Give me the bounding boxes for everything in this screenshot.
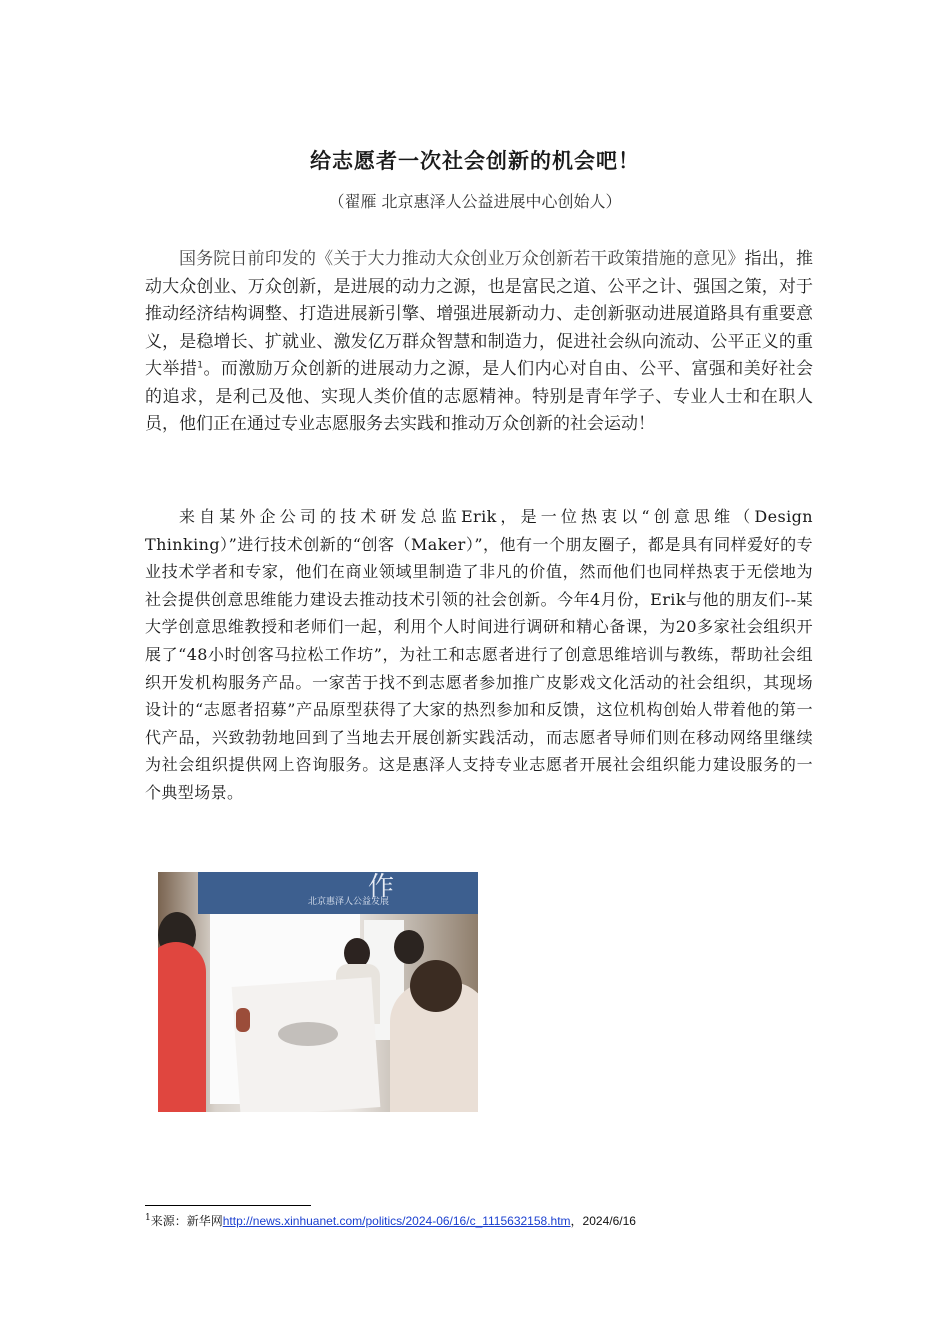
paragraph-1-body: 指出，推动大众创业、万众创新，是进展的动力之源，也是富民之道、公平之计、强国之策，对于推动经济结构调整、打造进展新引擎、增强进展新动力、走创新驱动进展道路具有重要意义，是稳增长、扩就业、激发亿万群众智慧和制造力，促进社会纵向流动、公平正义的重大举措 — [145, 249, 814, 379]
footnote-link[interactable]: http://news.xinhuanet.com/politics/2024-06/16/c_1115632158.htm — [222, 1214, 571, 1228]
paragraph-1 — [145, 246, 813, 439]
footnote-separator — [145, 1205, 311, 1206]
article-author-line: （翟雁 北京惠泽人公益进展中心创始人） — [328, 192, 622, 211]
photo-banner — [198, 872, 478, 914]
footnote-source: 来源：新华网 — [150, 1214, 223, 1228]
footnote-reference[interactable]: 1 — [197, 360, 204, 371]
photo-banner-large-text: 作 — [368, 872, 395, 902]
footnote-mark: 1 — [145, 1213, 151, 1223]
footnote-date: ，2024/6/16 — [570, 1214, 636, 1228]
shadow-puppet-figure — [236, 1008, 250, 1032]
footnote — [145, 1212, 636, 1229]
paragraph-2: 来自某外企公司的技术研发总监Erik，是一位热衷以“创意思维（Design Thinking）”进行技术创新的“创客（Maker）”，他有一个朋友圈子，都是具有同样爱好的专业技术学者和专家，他们在商业领域里制造了非凡的价值，然而他们也同样热衷于无偿地为社会提供创意思维能力建设去推动技术引领的社会创新。今年4月份，Erik与他的朋友们--某大学创意思维教授和老师们一起，利用个人时间进行调研和精心备课，为20多家社会组织开展了“48小时创客马拉松工作坊”，为社工和志愿者进行了创意思维培训与教练，帮助社会组织开发机构服务产品。一家苦于找不到志愿者参加推广皮影戏文化活动的社会组织，其现场设计的“志愿者招募”产品原型获得了大家的热烈参加和反馈，这位机构创始人带着他的第一代产品，兴致勃勃地回到了当地去开展创新实践活动，而志愿者导师们则在移动网络里继续为社会组织提供网上咨询服务。这是惠泽人支持专业志愿者开展社会组织能力建设服务的一个典型场景。 — [145, 507, 813, 802]
photo-banner-small-text: 北京惠泽人公益发展 — [308, 897, 390, 907]
paragraph-1-tail: 。而激励万众创新的进展动力之源，是人们内心对自由、公平、富强和美好社会的追求，是利己及他、实现人类价值的志愿精神。特别是青年学子、专业人士和在职人员，他们正在通过专业志愿服务去实践和推动万众创新的社会运动！ — [145, 359, 814, 434]
article-title: 给志愿者一次社会创新的机会吧！ — [310, 149, 640, 173]
paragraph-1-lead: 国务院日前印发的《关于大力推动大众创业万众创新若干政策措施的意见》 — [179, 249, 745, 269]
workshop-photo — [158, 872, 478, 1112]
